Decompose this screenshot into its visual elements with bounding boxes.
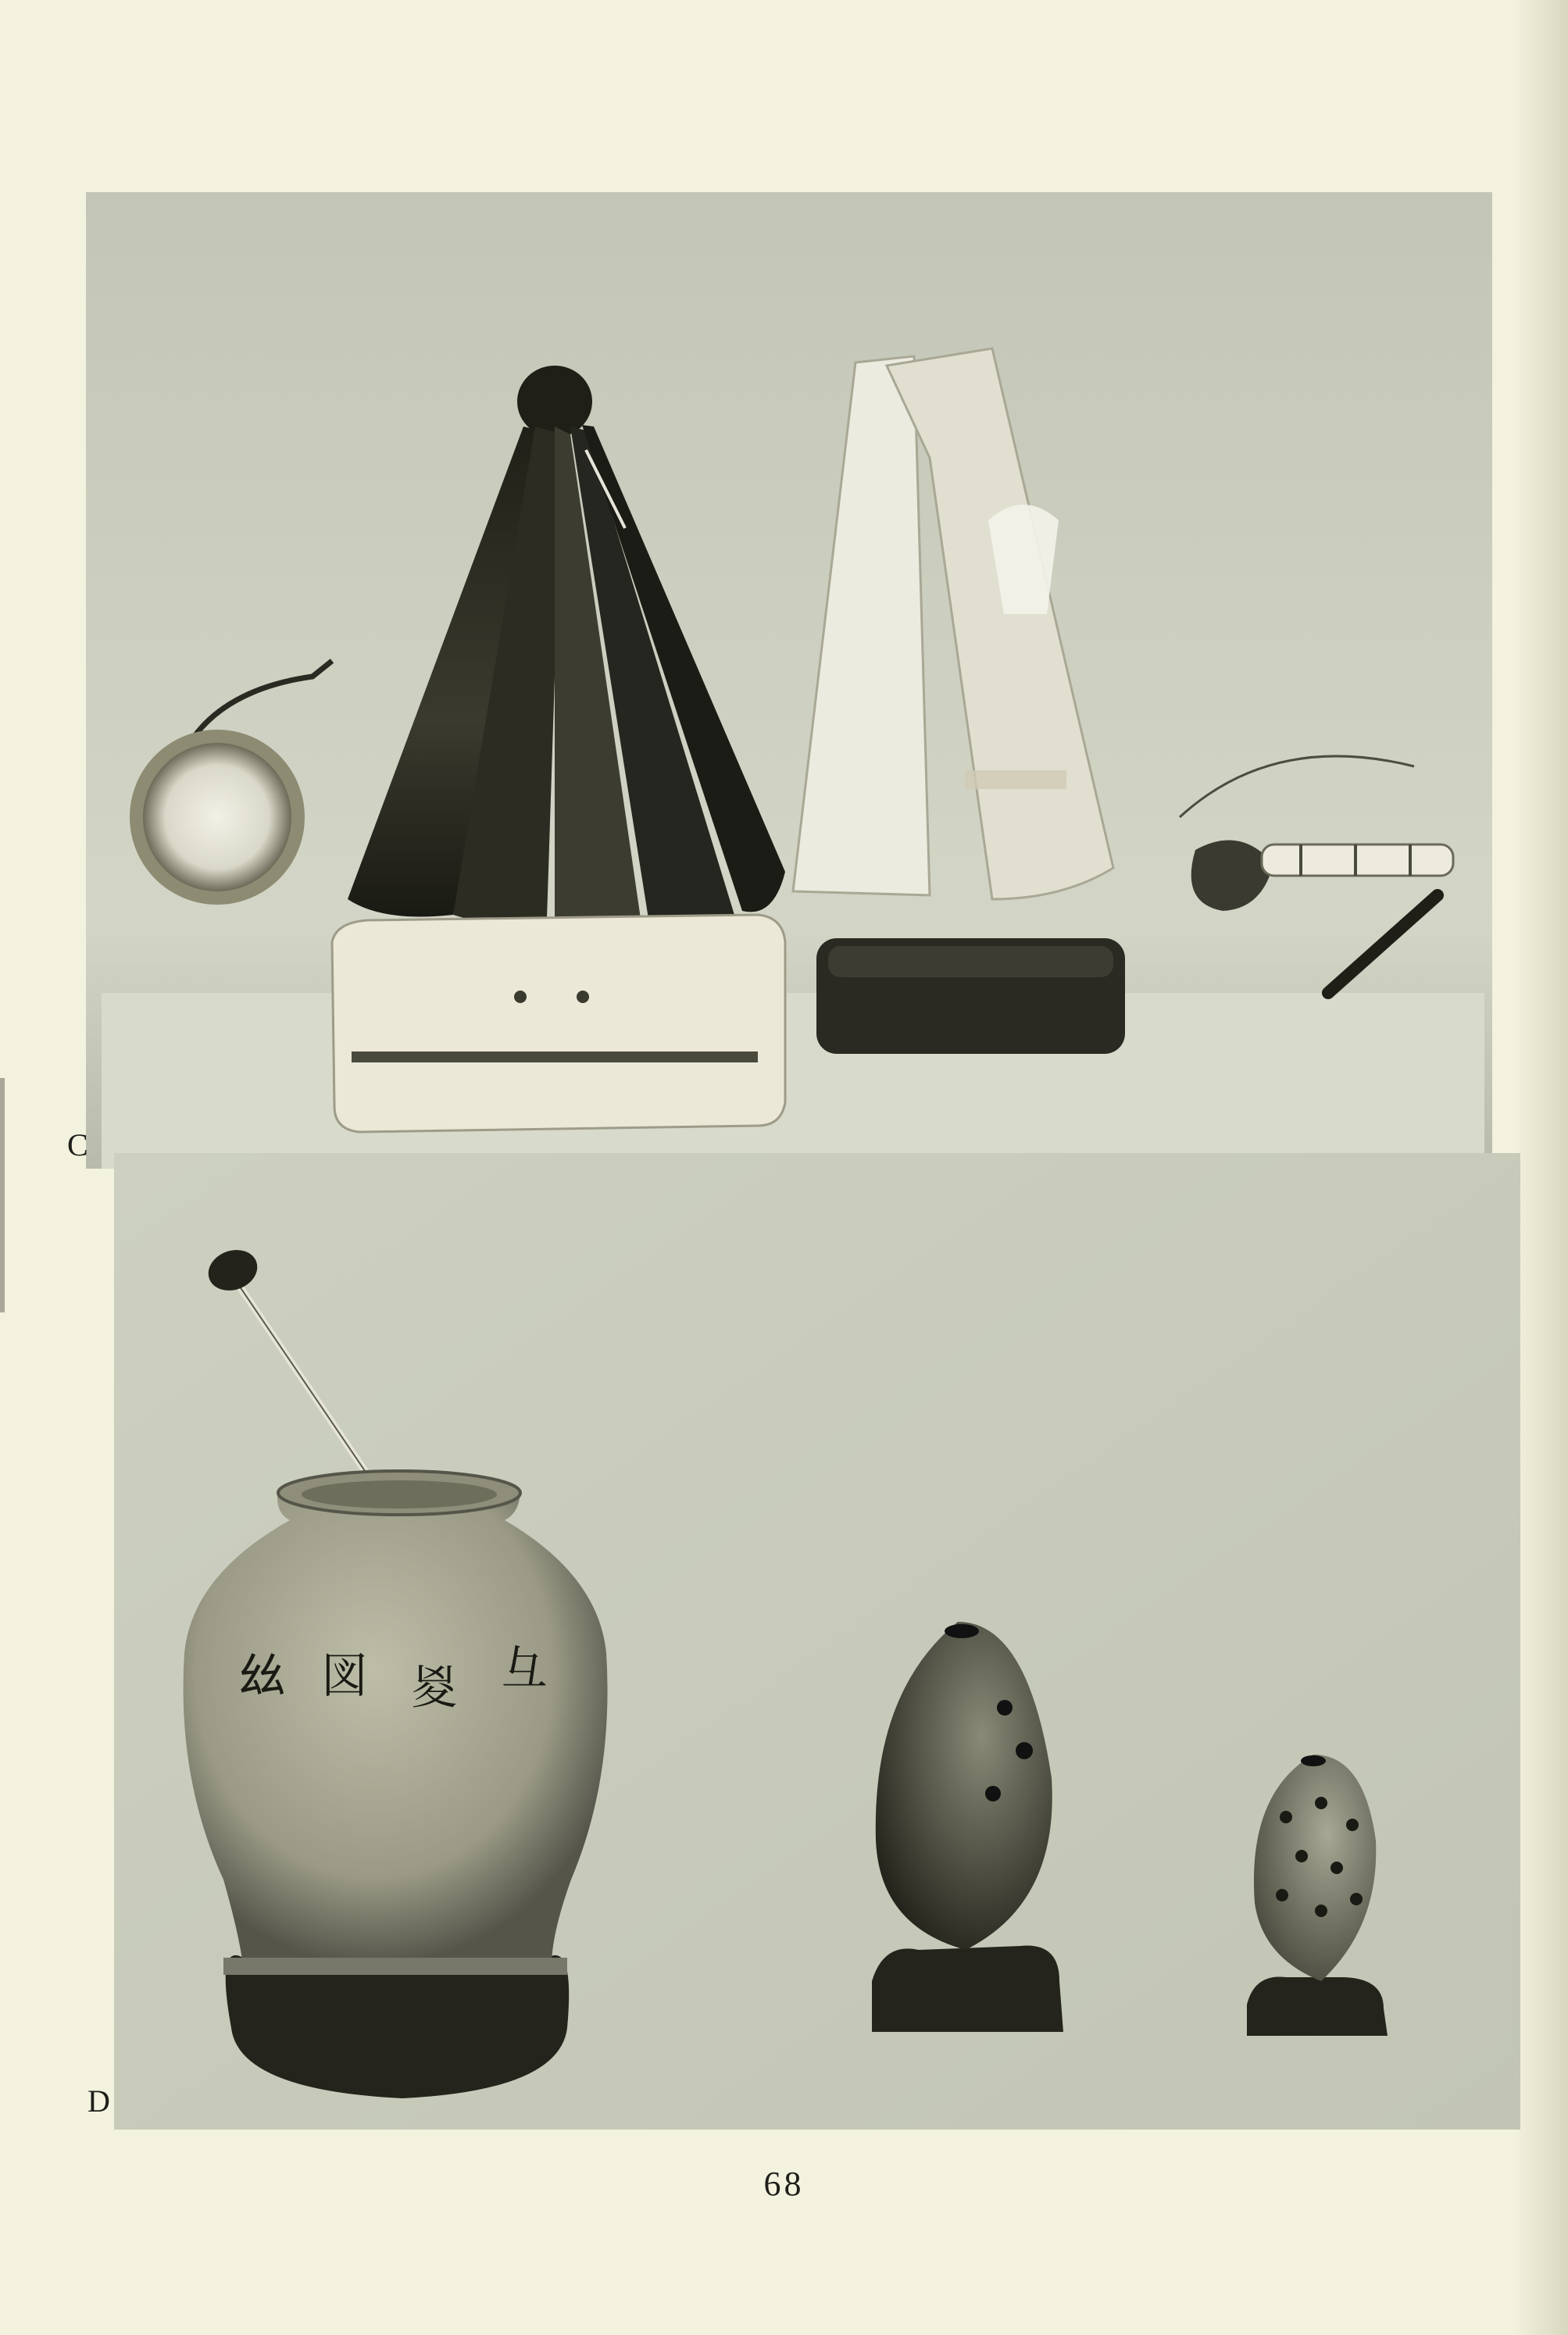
ceramic-jar [184,1471,608,2098]
figure-label-c: C [67,1127,88,1162]
svg-text:彑: 彑 [501,1641,548,1696]
svg-text:㚇: 㚇 [411,1661,458,1716]
svg-text:図: 図 [321,1649,368,1704]
photo-plate-c [86,192,1492,1169]
binding-shadow [0,1078,5,1312]
page-number: 68 [763,2165,805,2203]
dark-box [816,938,1125,1054]
page-edge-shading [1513,0,1568,2335]
instruments-photo-c [86,192,1492,1169]
svg-text:𢆶: 𢆶 [239,1649,286,1704]
wooden-slit-block [332,915,785,1132]
figure-label-d: D [88,2083,110,2119]
photo-plate-d [114,1153,1520,2130]
instruments-photo-d [114,1153,1520,2130]
